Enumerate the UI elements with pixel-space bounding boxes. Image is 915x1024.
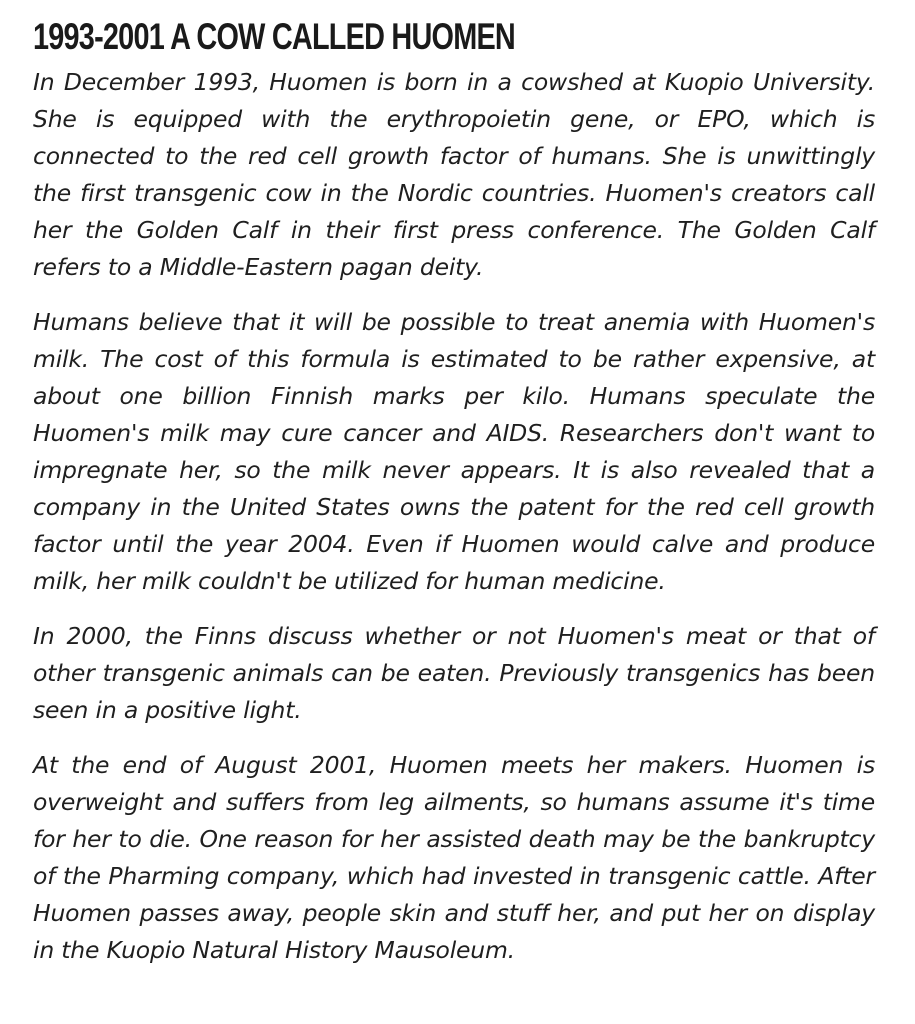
paragraph-meat: In 2000, the Finns discuss whether or not Huomen's meat or that of other transgenic animals can be eaten. Previously transgenics has been seen in a positive light. [33, 622, 875, 724]
paragraph-milk: Humans believe that it will be possible to treat anemia with Huomen's milk. The cost of this formula is estimated to be rather expensive, at about one billion Finnish marks per kilo. Humans speculate the Huomen's milk may cure cancer and AIDS. Researchers don't want to impregnate her, so the milk never appears. It is also revealed that a company in the United States owns the patent for the red cell growth factor until the year 2004. Even if Huomen would calve and produce milk, her milk couldn't be utilized for human medicine. [33, 308, 875, 595]
page-title: 1993-2001 A COW CALLED HUOMEN [33, 16, 516, 57]
paragraph-death: At the end of August 2001, Huomen meets her makers. Huomen is overweight and suffers from leg ailments, so humans assume it's time for her to die. One reason for her assisted death may be the bankruptcy of the Pharming company, which had invested in transgenic cattle. After Huomen passes away, people skin and stuff her, and put her on display in the Kuopio Natural History Mausoleum. [33, 751, 875, 964]
document-page [33, 14, 875, 987]
paragraph-birth: In December 1993, Huomen is born in a cowshed at Kuopio University. She is equipped with the erythropoietin gene, or EPO, which is connected to the red cell growth factor of humans. She is unwittingly the first transgenic cow in the Nordic countries. Huomen's creators call her the Golden Calf in their first press conference. The Golden Calf refers to a Middle-Eastern pagan deity. [33, 68, 875, 281]
